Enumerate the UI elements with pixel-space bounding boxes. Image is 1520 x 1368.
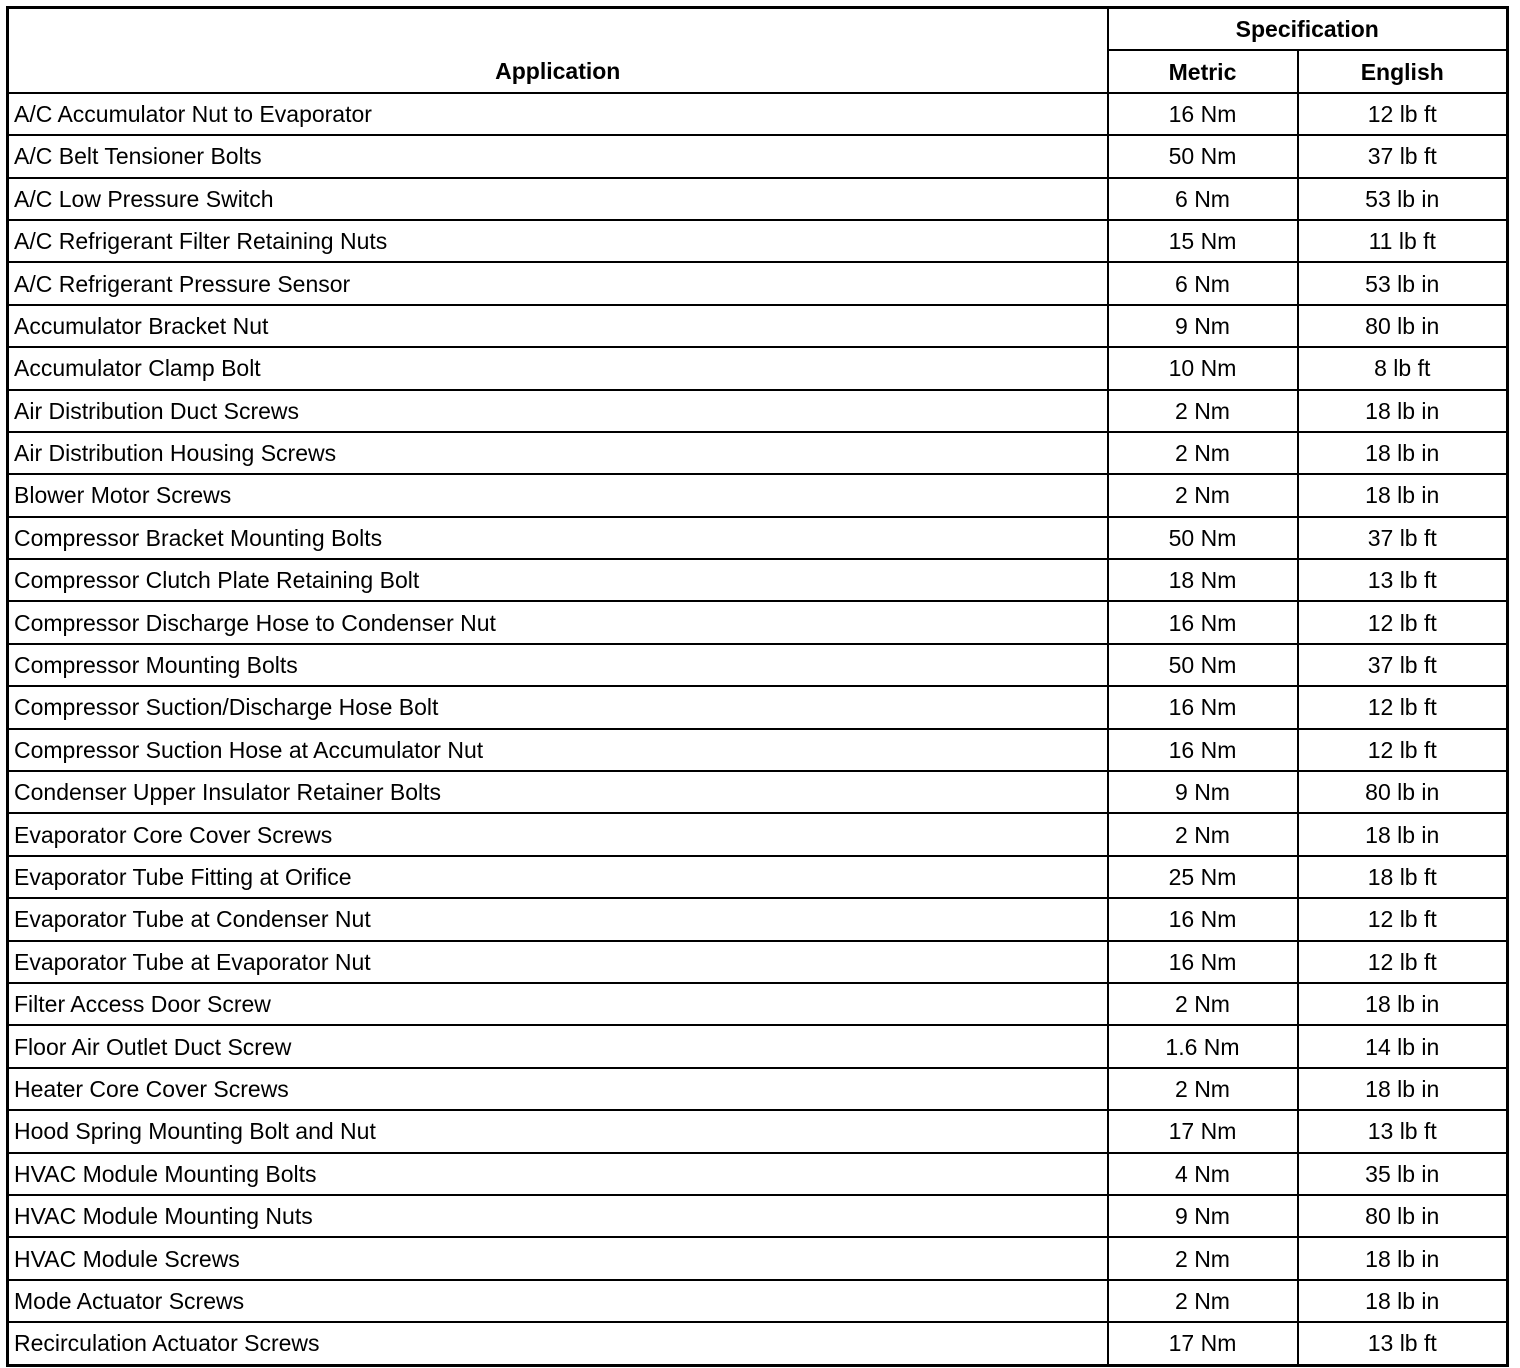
table-row <box>8 813 1508 855</box>
application-cell: Recirculation Actuator Screws <box>8 1322 1108 1365</box>
table-row <box>8 644 1508 686</box>
table-header <box>8 8 1508 93</box>
english-cell: 13 lb ft <box>1298 1322 1508 1365</box>
metric-cell: 16 Nm <box>1108 686 1298 728</box>
english-cell: 80 lb in <box>1298 1195 1508 1237</box>
english-cell: 13 lb ft <box>1298 1110 1508 1152</box>
table-row <box>8 474 1508 516</box>
english-cell: 11 lb ft <box>1298 220 1508 262</box>
english-cell: 37 lb ft <box>1298 135 1508 177</box>
metric-column-header: Metric <box>1108 50 1298 92</box>
application-cell: Hood Spring Mounting Bolt and Nut <box>8 1110 1108 1152</box>
application-cell: HVAC Module Mounting Bolts <box>8 1153 1108 1195</box>
table-row <box>8 517 1508 559</box>
application-cell: A/C Refrigerant Pressure Sensor <box>8 262 1108 304</box>
metric-cell: 25 Nm <box>1108 856 1298 898</box>
metric-cell: 2 Nm <box>1108 983 1298 1025</box>
metric-cell: 10 Nm <box>1108 347 1298 389</box>
table-row <box>8 1322 1508 1365</box>
metric-cell: 18 Nm <box>1108 559 1298 601</box>
metric-cell: 2 Nm <box>1108 474 1298 516</box>
table-row <box>8 93 1508 135</box>
english-cell: 12 lb ft <box>1298 729 1508 771</box>
metric-cell: 15 Nm <box>1108 220 1298 262</box>
table-row <box>8 898 1508 940</box>
metric-cell: 9 Nm <box>1108 305 1298 347</box>
table-row <box>8 601 1508 643</box>
application-cell: HVAC Module Screws <box>8 1237 1108 1279</box>
metric-cell: 16 Nm <box>1108 898 1298 940</box>
table-row <box>8 347 1508 389</box>
english-cell: 14 lb in <box>1298 1025 1508 1067</box>
application-cell: Evaporator Tube Fitting at Orifice <box>8 856 1108 898</box>
english-cell: 53 lb in <box>1298 262 1508 304</box>
english-cell: 12 lb ft <box>1298 941 1508 983</box>
english-cell: 18 lb in <box>1298 432 1508 474</box>
application-cell: Air Distribution Duct Screws <box>8 390 1108 432</box>
english-column-header: English <box>1298 50 1508 92</box>
metric-cell: 2 Nm <box>1108 432 1298 474</box>
english-cell: 80 lb in <box>1298 305 1508 347</box>
metric-cell: 9 Nm <box>1108 1195 1298 1237</box>
application-cell: A/C Refrigerant Filter Retaining Nuts <box>8 220 1108 262</box>
metric-cell: 2 Nm <box>1108 813 1298 855</box>
metric-cell: 2 Nm <box>1108 1280 1298 1322</box>
table-row <box>8 305 1508 347</box>
table-row <box>8 856 1508 898</box>
english-cell: 18 lb in <box>1298 1237 1508 1279</box>
table-row <box>8 1025 1508 1067</box>
table-row <box>8 1237 1508 1279</box>
application-cell: Floor Air Outlet Duct Screw <box>8 1025 1108 1067</box>
application-cell: Heater Core Cover Screws <box>8 1068 1108 1110</box>
application-cell: Air Distribution Housing Screws <box>8 432 1108 474</box>
application-cell: A/C Belt Tensioner Bolts <box>8 135 1108 177</box>
specification-column-header: Specification <box>1108 8 1508 51</box>
table-row <box>8 220 1508 262</box>
english-cell: 8 lb ft <box>1298 347 1508 389</box>
table-body <box>8 93 1508 1365</box>
metric-cell: 50 Nm <box>1108 517 1298 559</box>
metric-cell: 16 Nm <box>1108 601 1298 643</box>
metric-cell: 50 Nm <box>1108 644 1298 686</box>
english-cell: 53 lb in <box>1298 178 1508 220</box>
application-cell: A/C Accumulator Nut to Evaporator <box>8 93 1108 135</box>
metric-cell: 4 Nm <box>1108 1153 1298 1195</box>
application-cell: Accumulator Bracket Nut <box>8 305 1108 347</box>
application-cell: Compressor Bracket Mounting Bolts <box>8 517 1108 559</box>
metric-cell: 16 Nm <box>1108 729 1298 771</box>
table-row <box>8 729 1508 771</box>
table-row <box>8 941 1508 983</box>
application-cell: Compressor Suction Hose at Accumulator Nut <box>8 729 1108 771</box>
table-row <box>8 1153 1508 1195</box>
application-cell: Compressor Suction/Discharge Hose Bolt <box>8 686 1108 728</box>
english-cell: 18 lb ft <box>1298 856 1508 898</box>
metric-cell: 2 Nm <box>1108 390 1298 432</box>
metric-cell: 50 Nm <box>1108 135 1298 177</box>
english-cell: 12 lb ft <box>1298 686 1508 728</box>
table-row <box>8 1068 1508 1110</box>
application-cell: Evaporator Core Cover Screws <box>8 813 1108 855</box>
application-cell: Filter Access Door Screw <box>8 983 1108 1025</box>
english-cell: 35 lb in <box>1298 1153 1508 1195</box>
application-cell: Mode Actuator Screws <box>8 1280 1108 1322</box>
english-cell: 80 lb in <box>1298 771 1508 813</box>
english-cell: 18 lb in <box>1298 1280 1508 1322</box>
application-cell: Evaporator Tube at Evaporator Nut <box>8 941 1108 983</box>
application-cell: HVAC Module Mounting Nuts <box>8 1195 1108 1237</box>
english-cell: 37 lb ft <box>1298 644 1508 686</box>
table-row <box>8 1110 1508 1152</box>
application-cell: A/C Low Pressure Switch <box>8 178 1108 220</box>
application-cell: Accumulator Clamp Bolt <box>8 347 1108 389</box>
table-row <box>8 686 1508 728</box>
english-cell: 18 lb in <box>1298 983 1508 1025</box>
english-cell: 12 lb ft <box>1298 898 1508 940</box>
application-cell: Evaporator Tube at Condenser Nut <box>8 898 1108 940</box>
table-row <box>8 983 1508 1025</box>
header-row-top <box>8 8 1508 51</box>
fastener-spec-table <box>6 6 1509 1367</box>
metric-cell: 6 Nm <box>1108 178 1298 220</box>
english-cell: 12 lb ft <box>1298 93 1508 135</box>
table-row <box>8 1195 1508 1237</box>
metric-cell: 17 Nm <box>1108 1110 1298 1152</box>
english-cell: 18 lb in <box>1298 474 1508 516</box>
metric-cell: 2 Nm <box>1108 1068 1298 1110</box>
table-row <box>8 432 1508 474</box>
english-cell: 18 lb in <box>1298 1068 1508 1110</box>
metric-cell: 6 Nm <box>1108 262 1298 304</box>
application-cell: Blower Motor Screws <box>8 474 1108 516</box>
table-row <box>8 1280 1508 1322</box>
table-row <box>8 262 1508 304</box>
metric-cell: 16 Nm <box>1108 93 1298 135</box>
application-cell: Compressor Clutch Plate Retaining Bolt <box>8 559 1108 601</box>
application-cell: Compressor Discharge Hose to Condenser Nut <box>8 601 1108 643</box>
table-row <box>8 135 1508 177</box>
table-row <box>8 771 1508 813</box>
table-row <box>8 559 1508 601</box>
english-cell: 12 lb ft <box>1298 601 1508 643</box>
english-cell: 18 lb in <box>1298 813 1508 855</box>
english-cell: 18 lb in <box>1298 390 1508 432</box>
metric-cell: 9 Nm <box>1108 771 1298 813</box>
metric-cell: 2 Nm <box>1108 1237 1298 1279</box>
table-row <box>8 178 1508 220</box>
metric-cell: 17 Nm <box>1108 1322 1298 1365</box>
application-column-header: Application <box>8 8 1108 93</box>
english-cell: 37 lb ft <box>1298 517 1508 559</box>
table-row <box>8 390 1508 432</box>
metric-cell: 16 Nm <box>1108 941 1298 983</box>
english-cell: 13 lb ft <box>1298 559 1508 601</box>
metric-cell: 1.6 Nm <box>1108 1025 1298 1067</box>
application-cell: Condenser Upper Insulator Retainer Bolts <box>8 771 1108 813</box>
application-cell: Compressor Mounting Bolts <box>8 644 1108 686</box>
